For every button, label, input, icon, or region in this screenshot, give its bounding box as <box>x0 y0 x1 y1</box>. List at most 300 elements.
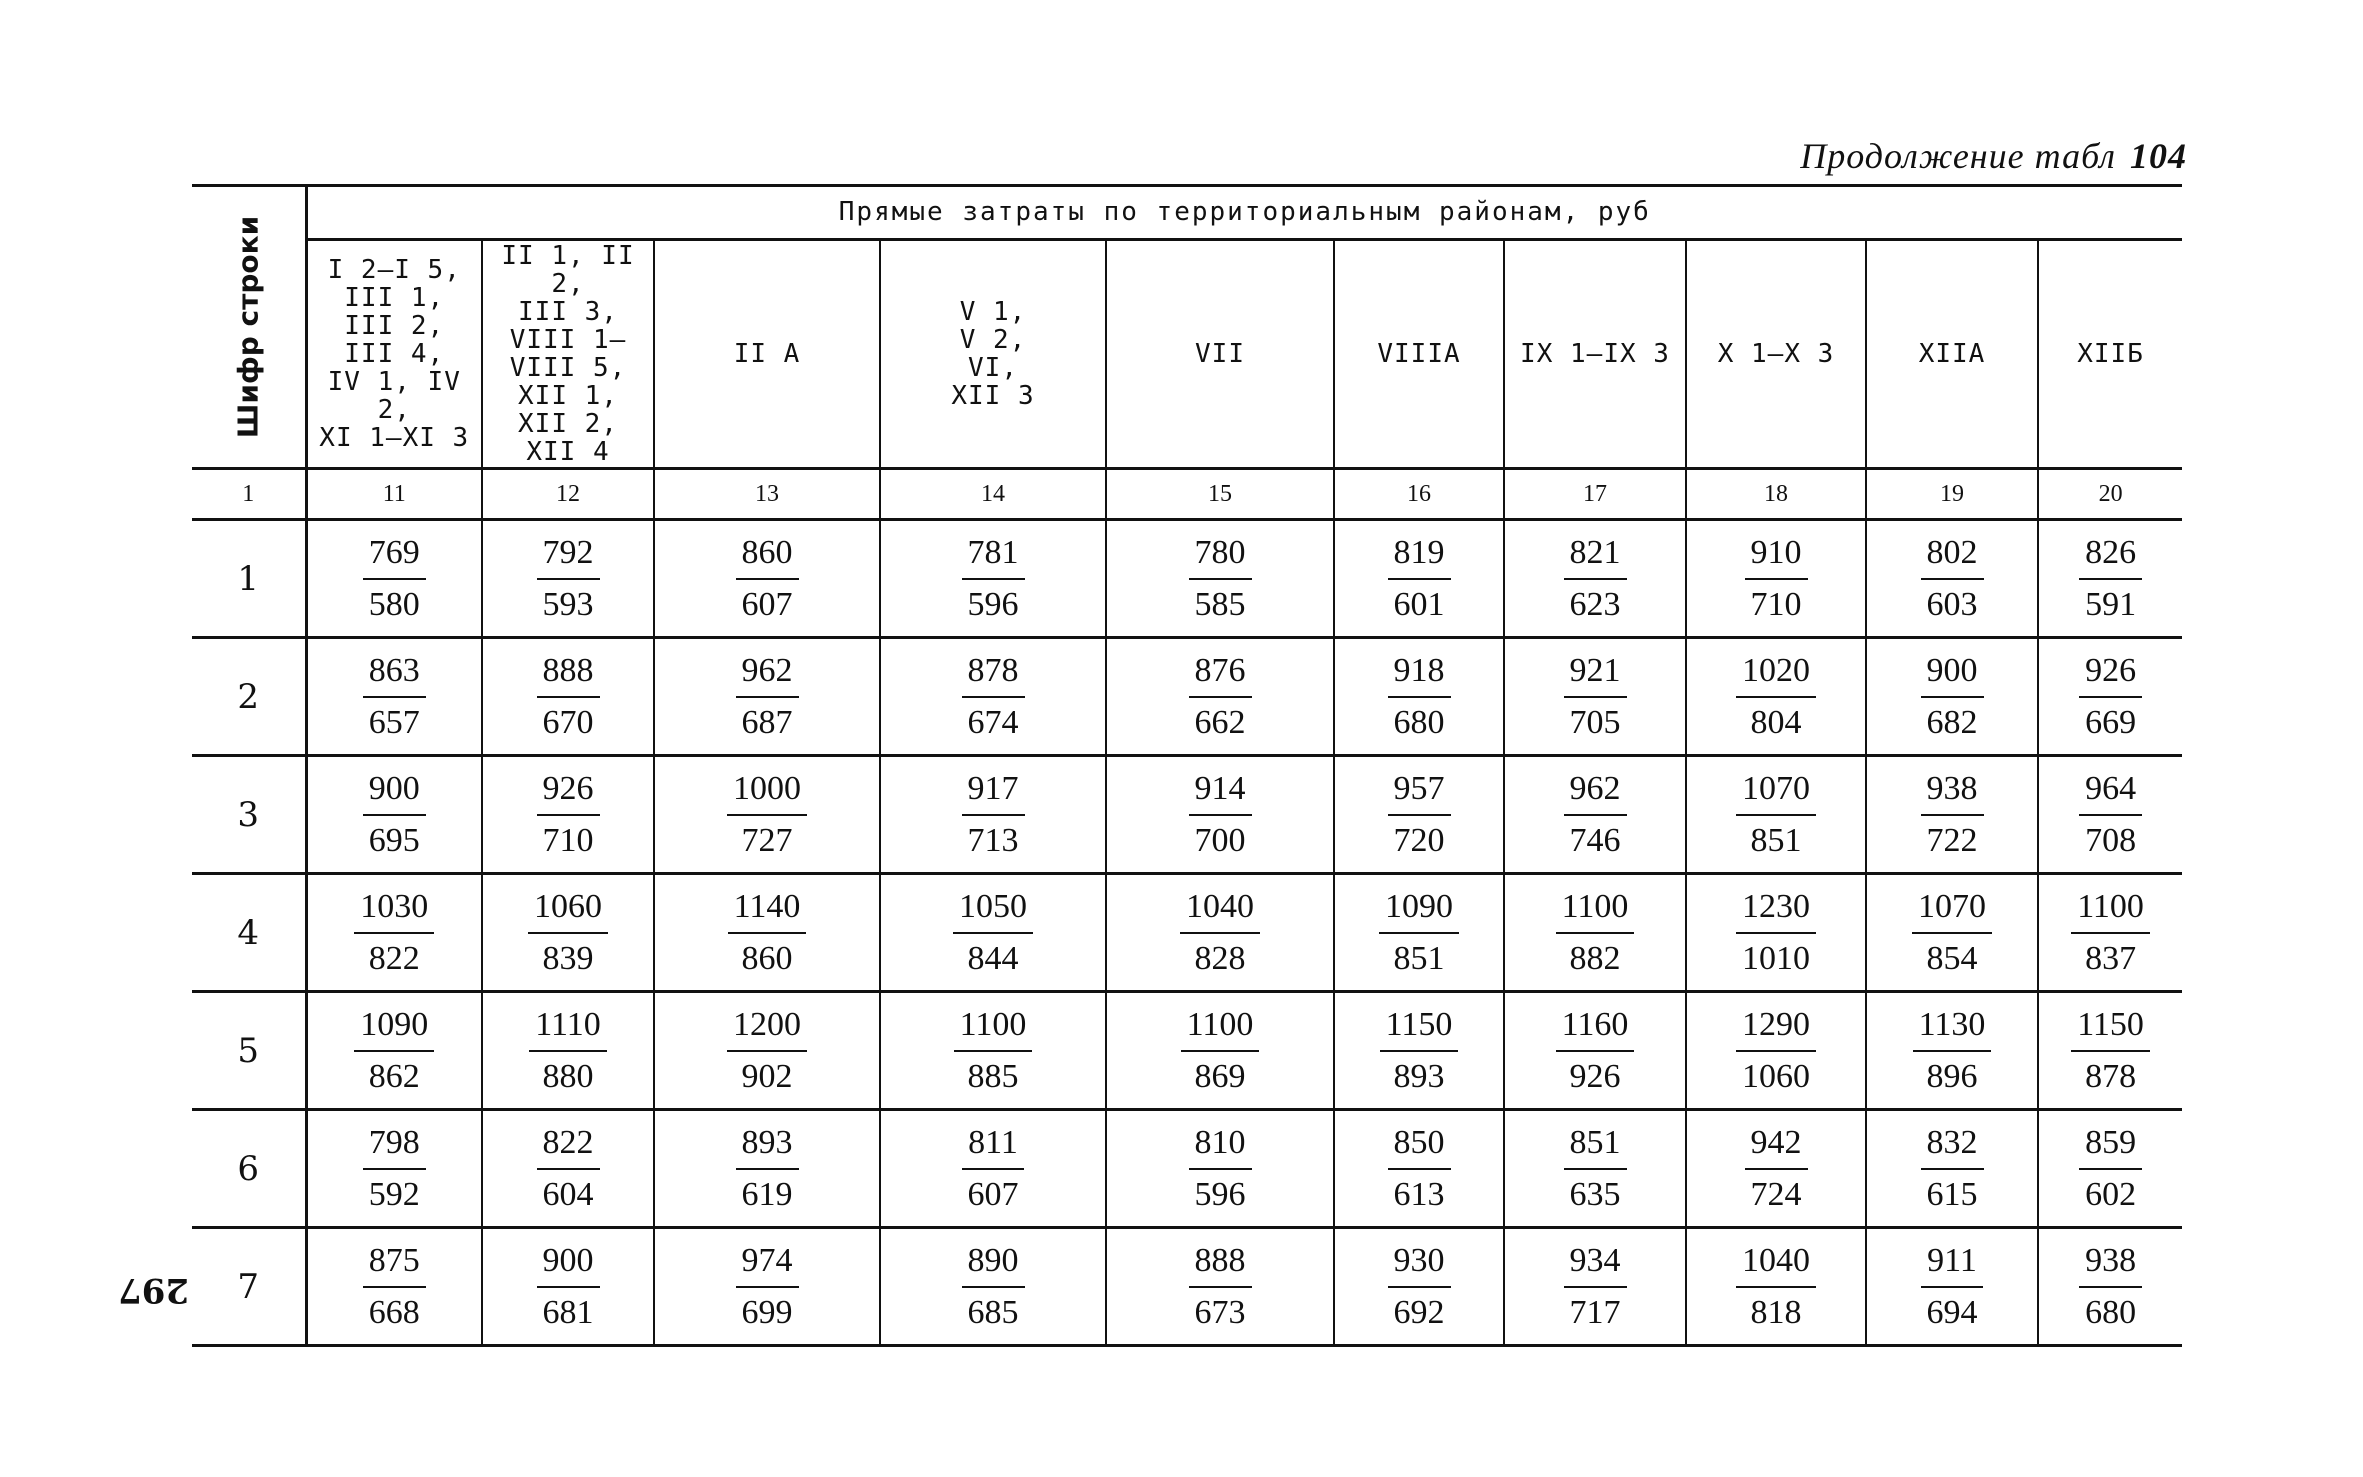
cost-numerator: 769 <box>363 534 426 580</box>
cost-denominator: 844 <box>967 939 1019 977</box>
district-header: XIIA <box>1866 239 2038 468</box>
cost-denominator: 710 <box>542 821 594 859</box>
cost-denominator: 692 <box>1393 1293 1445 1331</box>
table-row <box>192 992 2182 1110</box>
cost-denominator: 851 <box>1393 939 1445 977</box>
cost-fraction <box>1912 888 1992 978</box>
cost-fraction <box>962 534 1025 624</box>
cost-denominator: 585 <box>1194 585 1246 623</box>
cost-numerator: 926 <box>537 770 600 816</box>
district-header: X 1—X 3 <box>1686 239 1866 468</box>
cost-numerator: 974 <box>736 1242 799 1288</box>
column-number: 13 <box>654 469 880 520</box>
table-cell <box>2038 756 2182 874</box>
cost-fraction <box>1388 1242 1451 1332</box>
cost-denominator: 724 <box>1750 1175 1802 1213</box>
cost-fraction <box>2079 1124 2142 1214</box>
table-cell <box>1106 520 1334 638</box>
cost-denominator: 720 <box>1393 821 1445 859</box>
table-cell <box>1866 520 2038 638</box>
cost-fraction <box>728 888 807 978</box>
table-cell <box>1866 874 2038 992</box>
cost-fraction <box>1913 1006 1992 1096</box>
table-cell <box>482 1228 654 1346</box>
cost-numerator: 1090 <box>354 1006 434 1052</box>
cost-numerator: 888 <box>537 652 600 698</box>
cost-fraction <box>1736 1242 1816 1332</box>
table-cell <box>1866 1228 2038 1346</box>
cost-denominator: 851 <box>1750 821 1802 859</box>
table-cell <box>654 756 880 874</box>
cost-denominator: 593 <box>542 585 594 623</box>
table-cell <box>1686 874 1866 992</box>
cost-fraction <box>1180 888 1260 978</box>
cost-numerator: 1060 <box>528 888 608 934</box>
table-cell <box>2038 874 2182 992</box>
cost-numerator: 798 <box>363 1124 426 1170</box>
cost-denominator: 893 <box>1393 1057 1445 1095</box>
cost-denominator: 613 <box>1393 1175 1445 1213</box>
cost-denominator: 695 <box>368 821 420 859</box>
table-row <box>192 520 2182 638</box>
cost-fraction <box>537 770 600 860</box>
cost-fraction <box>953 888 1033 978</box>
table-cell <box>1686 520 1866 638</box>
cost-numerator: 938 <box>1921 770 1984 816</box>
cost-fraction <box>1189 652 1252 742</box>
table-cell <box>880 1228 1106 1346</box>
cost-fraction <box>537 1124 600 1214</box>
table-cell <box>880 1110 1106 1228</box>
table-cell <box>1334 520 1504 638</box>
cost-denominator: 687 <box>741 703 793 741</box>
table-cell <box>1866 756 2038 874</box>
cost-denominator: 717 <box>1569 1293 1621 1331</box>
cost-numerator: 957 <box>1388 770 1451 816</box>
cost-denominator: 580 <box>368 585 420 623</box>
cost-numerator: 1050 <box>953 888 1033 934</box>
cost-denominator: 854 <box>1926 939 1978 977</box>
cost-fraction <box>1745 534 1808 624</box>
cost-denominator: 896 <box>1926 1057 1978 1095</box>
district-header: VII <box>1106 239 1334 468</box>
cost-numerator: 938 <box>2079 1242 2142 1288</box>
cost-denominator: 1010 <box>1742 939 1810 977</box>
district-header-row <box>192 239 2182 468</box>
cost-denominator: 727 <box>741 821 793 859</box>
cost-denominator: 828 <box>1194 939 1246 977</box>
cost-fraction <box>1564 770 1627 860</box>
cost-numerator: 1230 <box>1736 888 1816 934</box>
table-cell <box>306 1110 482 1228</box>
column-number-row <box>192 469 2182 520</box>
cost-numerator: 1000 <box>727 770 807 816</box>
cost-denominator: 604 <box>542 1175 594 1213</box>
table-cell <box>482 756 654 874</box>
column-number: 14 <box>880 469 1106 520</box>
table-cell <box>654 992 880 1110</box>
group-header: Прямые затраты по территориальным районам, руб <box>306 186 2182 240</box>
cost-fraction <box>1556 1006 1635 1096</box>
table-cell <box>654 874 880 992</box>
cost-fraction <box>1921 534 1984 624</box>
table-cell <box>2038 1110 2182 1228</box>
table-cell <box>2038 1228 2182 1346</box>
cost-numerator: 821 <box>1564 534 1627 580</box>
column-number: 12 <box>482 469 654 520</box>
cost-fraction <box>1556 888 1635 978</box>
cost-fraction <box>1921 652 1984 742</box>
table-cell <box>1106 756 1334 874</box>
column-number: 16 <box>1334 469 1504 520</box>
row-key: 1 <box>192 520 306 638</box>
table-cell <box>306 1228 482 1346</box>
table-cell <box>2038 638 2182 756</box>
cost-denominator: 685 <box>967 1293 1019 1331</box>
row-key-header-cell <box>192 186 306 469</box>
cost-numerator: 1130 <box>1913 1006 1992 1052</box>
cost-numerator: 964 <box>2079 770 2142 816</box>
cost-numerator: 1100 <box>1181 1006 1260 1052</box>
cost-numerator: 811 <box>962 1124 1024 1170</box>
table-cell <box>654 638 880 756</box>
cost-fraction <box>1564 1242 1627 1332</box>
cost-numerator: 819 <box>1388 534 1451 580</box>
table-cell <box>1686 756 1866 874</box>
cost-fraction <box>1921 770 1984 860</box>
table-cell <box>482 638 654 756</box>
cost-numerator: 1200 <box>727 1006 807 1052</box>
cost-numerator: 890 <box>962 1242 1025 1288</box>
cost-fraction <box>736 652 799 742</box>
cost-numerator: 810 <box>1189 1124 1252 1170</box>
cost-numerator: 802 <box>1921 534 1984 580</box>
cost-numerator: 962 <box>736 652 799 698</box>
cost-fraction <box>363 652 426 742</box>
table-cell <box>1106 1110 1334 1228</box>
cost-numerator: 900 <box>363 770 426 816</box>
cost-numerator: 850 <box>1388 1124 1451 1170</box>
row-key: 4 <box>192 874 306 992</box>
cost-numerator: 926 <box>2079 652 2142 698</box>
cost-denominator: 592 <box>368 1175 420 1213</box>
table-cell <box>880 756 1106 874</box>
cost-denominator: 680 <box>1393 703 1445 741</box>
table-cell <box>1334 1110 1504 1228</box>
cost-denominator: 596 <box>1194 1175 1246 1213</box>
cost-denominator: 607 <box>967 1175 1019 1213</box>
table-cell <box>1866 638 2038 756</box>
cost-denominator: 619 <box>741 1175 793 1213</box>
cost-fraction <box>363 770 426 860</box>
cost-fraction <box>1189 534 1252 624</box>
cost-denominator: 682 <box>1926 703 1978 741</box>
cost-denominator: 635 <box>1569 1175 1621 1213</box>
cost-fraction <box>1379 888 1459 978</box>
table-cell <box>880 638 1106 756</box>
cost-denominator: 710 <box>1750 585 1802 623</box>
cost-denominator: 722 <box>1926 821 1978 859</box>
cost-fraction <box>1388 770 1451 860</box>
table-cell <box>1504 520 1686 638</box>
cost-fraction <box>1564 534 1627 624</box>
cost-denominator: 902 <box>741 1057 793 1095</box>
table-cell <box>880 874 1106 992</box>
row-key: 3 <box>192 756 306 874</box>
cost-denominator: 862 <box>368 1057 420 1095</box>
table-cell <box>654 520 880 638</box>
cost-fraction <box>537 652 600 742</box>
table-cell <box>1866 1110 2038 1228</box>
cost-fraction <box>1564 652 1627 742</box>
cost-numerator: 888 <box>1189 1242 1252 1288</box>
cost-fraction <box>537 534 600 624</box>
cost-numerator: 780 <box>1189 534 1252 580</box>
district-header: II 1, II 2, III 3, VIII 1— VIII 5, XII 1, XII 2, XII 4 <box>482 239 654 468</box>
table-cell <box>1686 1228 1866 1346</box>
table-cell <box>1106 874 1334 992</box>
table-cell <box>306 520 482 638</box>
table-cell <box>306 638 482 756</box>
table-cell <box>2038 520 2182 638</box>
cost-fraction <box>1380 1006 1459 1096</box>
table-cell <box>880 520 1106 638</box>
cost-numerator: 921 <box>1564 652 1627 698</box>
table-caption <box>1800 135 2187 177</box>
cost-denominator: 880 <box>542 1057 594 1095</box>
column-number-key: 1 <box>192 469 306 520</box>
cost-denominator: 708 <box>2085 821 2137 859</box>
table-row <box>192 756 2182 874</box>
cost-numerator: 878 <box>962 652 1025 698</box>
table-cell <box>2038 992 2182 1110</box>
cost-fraction <box>736 1242 799 1332</box>
cost-numerator: 1290 <box>1736 1006 1816 1052</box>
cost-fraction <box>528 888 608 978</box>
cost-numerator: 918 <box>1388 652 1451 698</box>
table-cell <box>1504 992 1686 1110</box>
cost-numerator: 863 <box>363 652 426 698</box>
column-number: 19 <box>1866 469 2038 520</box>
table-cell <box>1686 638 1866 756</box>
table-cell <box>482 520 654 638</box>
table-cell <box>1504 874 1686 992</box>
cost-denominator: 885 <box>967 1057 1019 1095</box>
table-row <box>192 1110 2182 1228</box>
cost-denominator: 804 <box>1750 703 1802 741</box>
table-body <box>192 520 2182 1346</box>
cost-denominator: 591 <box>2085 585 2137 623</box>
cost-denominator: 615 <box>1926 1175 1978 1213</box>
cost-denominator: 623 <box>1569 585 1621 623</box>
cost-denominator: 1060 <box>1742 1057 1810 1095</box>
cost-fraction <box>962 652 1025 742</box>
cost-fraction <box>962 770 1025 860</box>
cost-numerator: 900 <box>537 1242 600 1288</box>
cost-fraction <box>1388 534 1451 624</box>
cost-numerator: 1100 <box>1556 888 1635 934</box>
cost-numerator: 1070 <box>1736 770 1816 816</box>
cost-denominator: 603 <box>1926 585 1978 623</box>
cost-numerator: 1160 <box>1556 1006 1635 1052</box>
table-cell <box>1504 1110 1686 1228</box>
district-header: V 1, V 2, VI, XII 3 <box>880 239 1106 468</box>
cost-denominator: 878 <box>2085 1057 2137 1095</box>
table-cell <box>1106 992 1334 1110</box>
cost-denominator: 882 <box>1569 939 1621 977</box>
district-header: I 2—I 5, III 1, III 2, III 4, IV 1, IV 2, XI 1—XI 3 <box>306 239 482 468</box>
column-number: 15 <box>1106 469 1334 520</box>
row-key: 7 <box>192 1228 306 1346</box>
table-row <box>192 638 2182 756</box>
cost-numerator: 1150 <box>2071 1006 2150 1052</box>
cost-numerator: 851 <box>1564 1124 1627 1170</box>
table-cell <box>1106 638 1334 756</box>
cost-fraction <box>1736 1006 1816 1096</box>
cost-denominator: 700 <box>1194 821 1246 859</box>
caption-text: Продолжение табл <box>1800 136 2116 176</box>
cost-numerator: 942 <box>1745 1124 1808 1170</box>
column-number: 11 <box>306 469 482 520</box>
cost-fraction <box>2079 534 2142 624</box>
row-key: 5 <box>192 992 306 1110</box>
cost-numerator: 1070 <box>1912 888 1992 934</box>
column-number: 18 <box>1686 469 1866 520</box>
cost-denominator: 705 <box>1569 703 1621 741</box>
table-cell <box>306 992 482 1110</box>
district-header: IX 1—IX 3 <box>1504 239 1686 468</box>
cost-fraction <box>736 534 799 624</box>
cost-numerator: 1150 <box>1380 1006 1459 1052</box>
cost-fraction <box>529 1006 606 1096</box>
table-cell <box>1334 992 1504 1110</box>
cost-fraction <box>1189 1242 1252 1332</box>
cost-numerator: 1140 <box>728 888 807 934</box>
cost-fraction <box>954 1006 1033 1096</box>
cost-fraction <box>962 1242 1025 1332</box>
cost-fraction <box>1736 770 1816 860</box>
cost-numerator: 930 <box>1388 1242 1451 1288</box>
table-cell <box>654 1228 880 1346</box>
cost-denominator: 713 <box>967 821 1019 859</box>
cost-numerator: 1020 <box>1736 652 1816 698</box>
cost-numerator: 934 <box>1564 1242 1627 1288</box>
cost-fraction <box>1921 1124 1984 1214</box>
cost-fraction <box>1388 1124 1451 1214</box>
table-cell <box>1504 638 1686 756</box>
table-cell <box>1106 1228 1334 1346</box>
cost-denominator: 860 <box>741 939 793 977</box>
cost-denominator: 607 <box>741 585 793 623</box>
cost-fraction <box>736 1124 799 1214</box>
cost-numerator: 962 <box>1564 770 1627 816</box>
row-key: 6 <box>192 1110 306 1228</box>
cost-fraction <box>1181 1006 1260 1096</box>
cost-numerator: 914 <box>1189 770 1252 816</box>
cost-numerator: 826 <box>2079 534 2142 580</box>
page-number: 297 <box>118 1270 189 1310</box>
cost-fraction <box>537 1242 600 1332</box>
table-cell <box>482 874 654 992</box>
cost-numerator: 876 <box>1189 652 1252 698</box>
cost-denominator: 670 <box>542 703 594 741</box>
cost-fraction <box>1745 1124 1808 1214</box>
district-header: II A <box>654 239 880 468</box>
header-row-group <box>192 186 2182 240</box>
cost-numerator: 1040 <box>1736 1242 1816 1288</box>
table-cell <box>1334 874 1504 992</box>
cost-numerator: 875 <box>363 1242 426 1288</box>
cost-denominator: 869 <box>1194 1057 1246 1095</box>
table-cell <box>1334 756 1504 874</box>
table-cell <box>306 756 482 874</box>
cost-numerator: 1100 <box>2071 888 2150 934</box>
table-cell <box>1686 992 1866 1110</box>
caption-table-number: 104 <box>2130 136 2187 176</box>
cost-denominator: 680 <box>2085 1293 2137 1331</box>
cost-numerator: 1040 <box>1180 888 1260 934</box>
cost-numerator: 1100 <box>954 1006 1033 1052</box>
table-cell <box>1334 1228 1504 1346</box>
cost-denominator: 822 <box>368 939 420 977</box>
table-cell <box>482 992 654 1110</box>
cost-denominator: 669 <box>2085 703 2137 741</box>
table-cell <box>880 992 1106 1110</box>
cost-fraction <box>1564 1124 1627 1214</box>
cost-numerator: 781 <box>962 534 1025 580</box>
cost-fraction <box>1189 1124 1252 1214</box>
table-cell <box>1866 992 2038 1110</box>
cost-fraction <box>354 888 434 978</box>
cost-fraction <box>363 1242 426 1332</box>
cost-numerator: 910 <box>1745 534 1808 580</box>
district-header: XIIБ <box>2038 239 2182 468</box>
cost-fraction <box>2079 1242 2142 1332</box>
table-cell <box>306 874 482 992</box>
cost-denominator: 662 <box>1194 703 1246 741</box>
cost-denominator: 746 <box>1569 821 1621 859</box>
table-row <box>192 874 2182 992</box>
cost-fraction <box>1736 652 1816 742</box>
cost-fraction <box>2079 770 2142 860</box>
table-cell <box>1686 1110 1866 1228</box>
cost-denominator: 668 <box>368 1293 420 1331</box>
cost-fraction <box>962 1124 1024 1214</box>
cost-numerator: 1030 <box>354 888 434 934</box>
table-cell <box>482 1110 654 1228</box>
cost-numerator: 1110 <box>529 1006 606 1052</box>
cost-fraction <box>1921 1242 1983 1332</box>
cost-numerator: 1090 <box>1379 888 1459 934</box>
cost-fraction <box>363 1124 426 1214</box>
cost-fraction <box>354 1006 434 1096</box>
cost-numerator: 859 <box>2079 1124 2142 1170</box>
row-key: 2 <box>192 638 306 756</box>
cost-denominator: 926 <box>1569 1057 1621 1095</box>
table-row <box>192 1228 2182 1346</box>
cost-numerator: 893 <box>736 1124 799 1170</box>
cost-denominator: 674 <box>967 703 1019 741</box>
cost-table <box>192 184 2182 1347</box>
cost-numerator: 792 <box>537 534 600 580</box>
cost-denominator: 694 <box>1926 1293 1978 1331</box>
cost-denominator: 839 <box>542 939 594 977</box>
cost-numerator: 832 <box>1921 1124 1984 1170</box>
column-number: 20 <box>2038 469 2182 520</box>
cost-denominator: 601 <box>1393 585 1445 623</box>
table-cell <box>1504 756 1686 874</box>
cost-denominator: 657 <box>368 703 420 741</box>
